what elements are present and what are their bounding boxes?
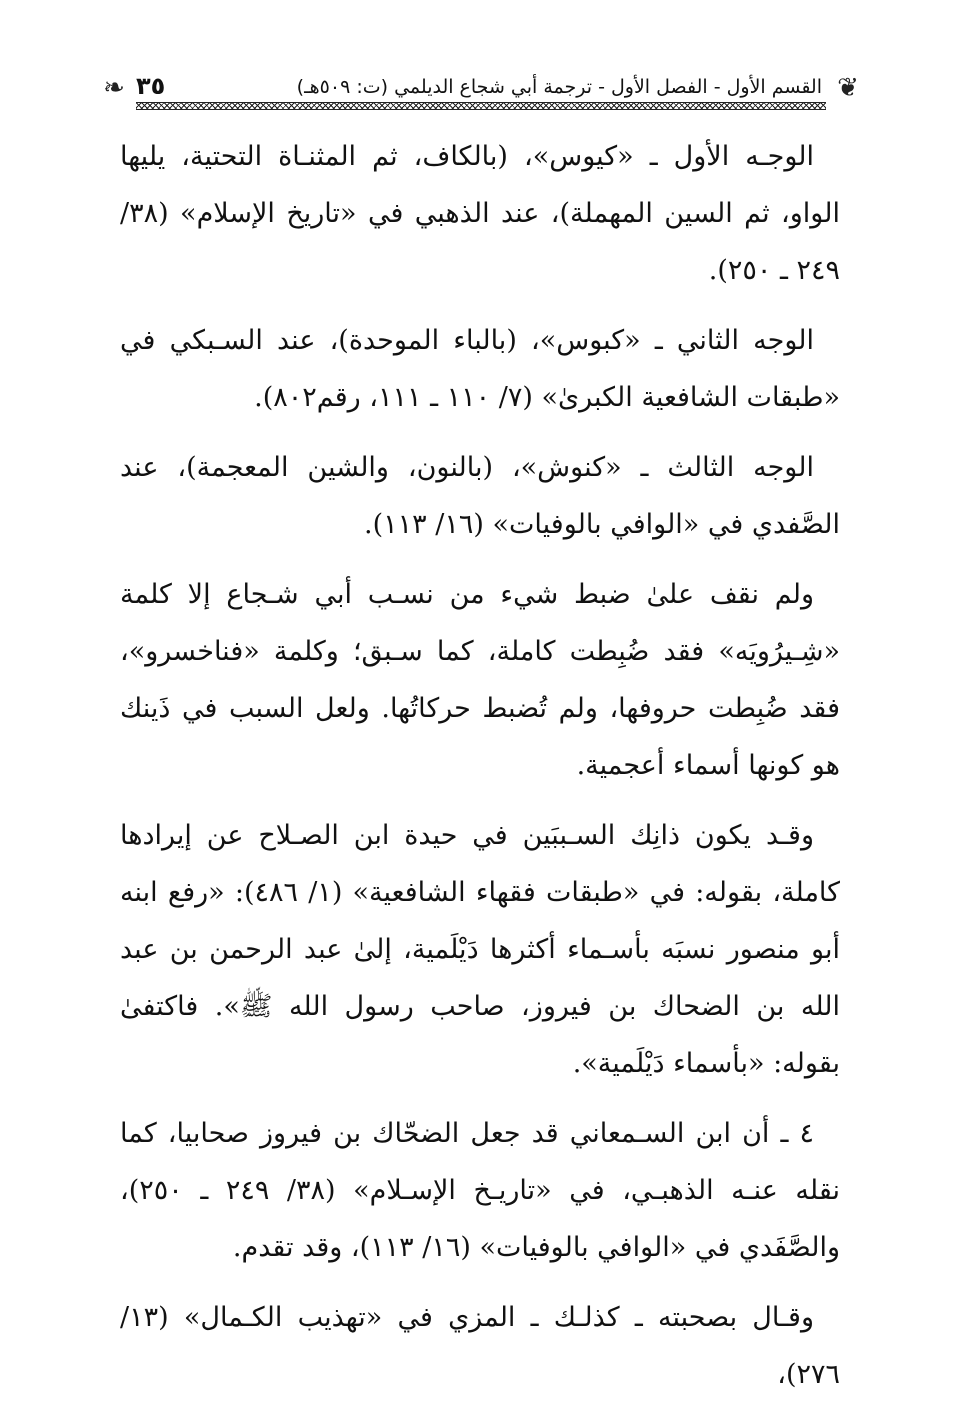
floral-ornament-icon: ❧ [103, 73, 125, 103]
paragraph: الوجه الثالث ـ «كنوش»، (بالنون، والشين المعجمة)، عند الصَّفدي في «الوافي بالوفيات» (١٦/ ١١٣). [120, 452, 840, 540]
paragraph: الوجه الثاني ـ «كبوس»، (بالباء الموحدة)، عند السـبكي في «طبقات الشافعية الكبرىٰ» (٧/ ١١٠ ـ ١١١، رقم٨٠٢). [120, 325, 840, 413]
page-body [120, 128, 840, 1416]
header-divider [136, 102, 826, 110]
paragraph: ولم نقف علىٰ ضبط شيء من نسـب أبي شـجاع إلا كلمة «شِـيرُويَه» فقد ضُبِطت كاملة، كما سـبق؛ وكلمة «فناخسرو»، فقد ضُبِطت حروفها، ولم تُضبط حركاتُها. ولعل السبب في ذَينك هو كونها أسماء أعجمية. [120, 579, 840, 781]
paragraph: وقـد يكون ذانِك السـببَين في حيدة ابن الصـلاح عن إيرادها كاملة، بقوله: في «طبقات فقهاء الشافعية» (١/ ٤٨٦): «رفع ابنه أبو منصور نسبَه بأسـماء أكثرها دَيْلَمية، إلىٰ عبد الرحمن بن عبد الله بن الضحاك بن فيروز، صاحب رسول الله ﷺ». فاكتفىٰ بقوله: «بأسماء دَيْلَمية». [120, 820, 840, 1079]
paragraph: ٤ ـ أن ابن السـمعاني قد جعل الضحّاك بن فيروز صحابيا، كما نقله عنـه الذهبـي، في «تاريـخ الإسـلام» (٣٨/ ٢٤٩ ـ ٢٥٠)، والصَّفَدي في «الوافي بالوفيات» (١٦/ ١١٣)، وقد تقدم. [120, 1118, 840, 1263]
floral-ornament-icon: ❦ [837, 73, 859, 103]
running-title: القسم الأول - الفصل الأول - ترجمة أبي شجاع الديلمي (ت: ٥٠٩هـ) [296, 76, 822, 98]
page-header [96, 70, 866, 110]
paragraph: الوجـه الأول ـ «كيوس»، (بالكاف، ثم المثنـاة التحتية، يليها الواو، ثم السين المهملة)، عند الذهبي في «تاريخ الإسلام» (٣٨/ ٢٤٩ ـ ٢٥٠). [120, 141, 840, 286]
paragraph: وقـال بصحبته ـ كذلـك ـ المزي في «تهذيب الكـمال» (١٣/ ٢٧٦)، [120, 1302, 840, 1390]
page-number: ٣٥ [136, 72, 166, 100]
